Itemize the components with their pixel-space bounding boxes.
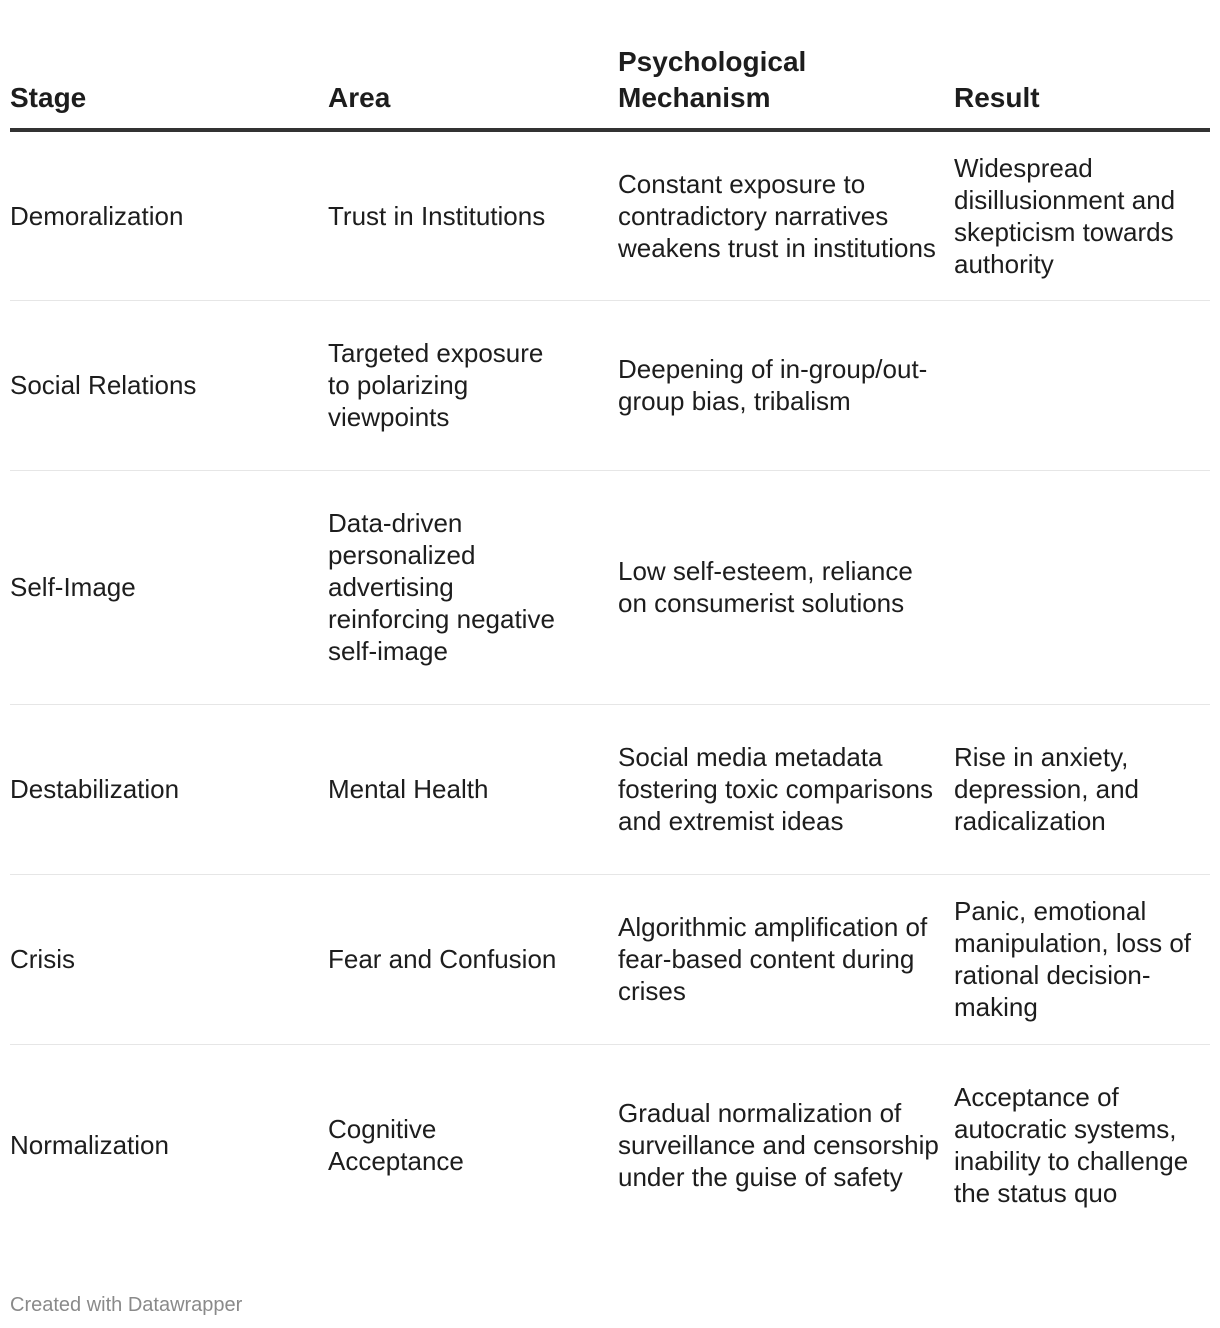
cell-stage: Self-Image	[10, 470, 328, 704]
header-area[interactable]: Area	[328, 40, 618, 130]
cell-result: Widespread disillusionment and skepticism towards authority	[954, 130, 1210, 300]
cell-stage: Demoralization	[10, 130, 328, 300]
cell-area: Data-driven personalized advertising reinforcing negative self-image	[328, 470, 618, 704]
cell-mechanism: Algorithmic amplification of fear-based content during crises	[618, 874, 954, 1044]
table-row	[10, 1044, 1210, 1246]
table-row	[10, 704, 1210, 874]
table-container	[10, 40, 1210, 1246]
cell-area: Fear and Confusion	[328, 874, 618, 1044]
cell-result: Acceptance of autocratic systems, inability to challenge the status quo	[954, 1082, 1189, 1209]
cell-area: Targeted exposure to polarizing viewpoints	[328, 300, 618, 470]
table-body	[10, 130, 1210, 1246]
cell-result	[954, 470, 1210, 704]
table-row	[10, 130, 1210, 300]
cell-mechanism: Gradual normalization of surveillance and censorship under the guise of safety	[618, 1098, 939, 1193]
cell-stage: Destabilization	[10, 704, 328, 874]
header-row	[10, 40, 1210, 130]
cell-mechanism: Constant exposure to contradictory narratives weakens trust in institutions	[618, 130, 954, 300]
table-row	[10, 300, 1210, 470]
header-mechanism[interactable]: Psychological Mechanism	[618, 40, 954, 130]
cell-area: Mental Health	[328, 704, 618, 874]
cell-area: Trust in Institutions	[328, 130, 618, 300]
table-row	[10, 470, 1210, 704]
cell-area: Cognitive Acceptance	[328, 1114, 464, 1177]
cell-stage: Normalization	[10, 1130, 169, 1161]
header-stage[interactable]: Stage	[10, 40, 328, 130]
cell-result: Rise in anxiety, depression, and radicalization	[954, 704, 1210, 874]
cell-mechanism: Social media metadata fostering toxic comparisons and extremist ideas	[618, 704, 954, 874]
table-row	[10, 874, 1210, 1044]
footer-credit[interactable]: Created with Datawrapper	[10, 1294, 243, 1316]
cell-result: Panic, emotional manipulation, loss of rational decision-making	[954, 874, 1210, 1044]
cell-stage: Crisis	[10, 874, 328, 1044]
data-table	[10, 40, 1210, 1246]
cell-mechanism: Low self-esteem, reliance on consumerist solutions	[618, 470, 954, 704]
cell-stage: Social Relations	[10, 300, 328, 470]
cell-result	[954, 300, 1210, 470]
header-result[interactable]: Result	[954, 40, 1210, 130]
cell-mechanism: Deepening of in-group/out-group bias, tribalism	[618, 300, 954, 470]
table-header	[10, 40, 1210, 130]
